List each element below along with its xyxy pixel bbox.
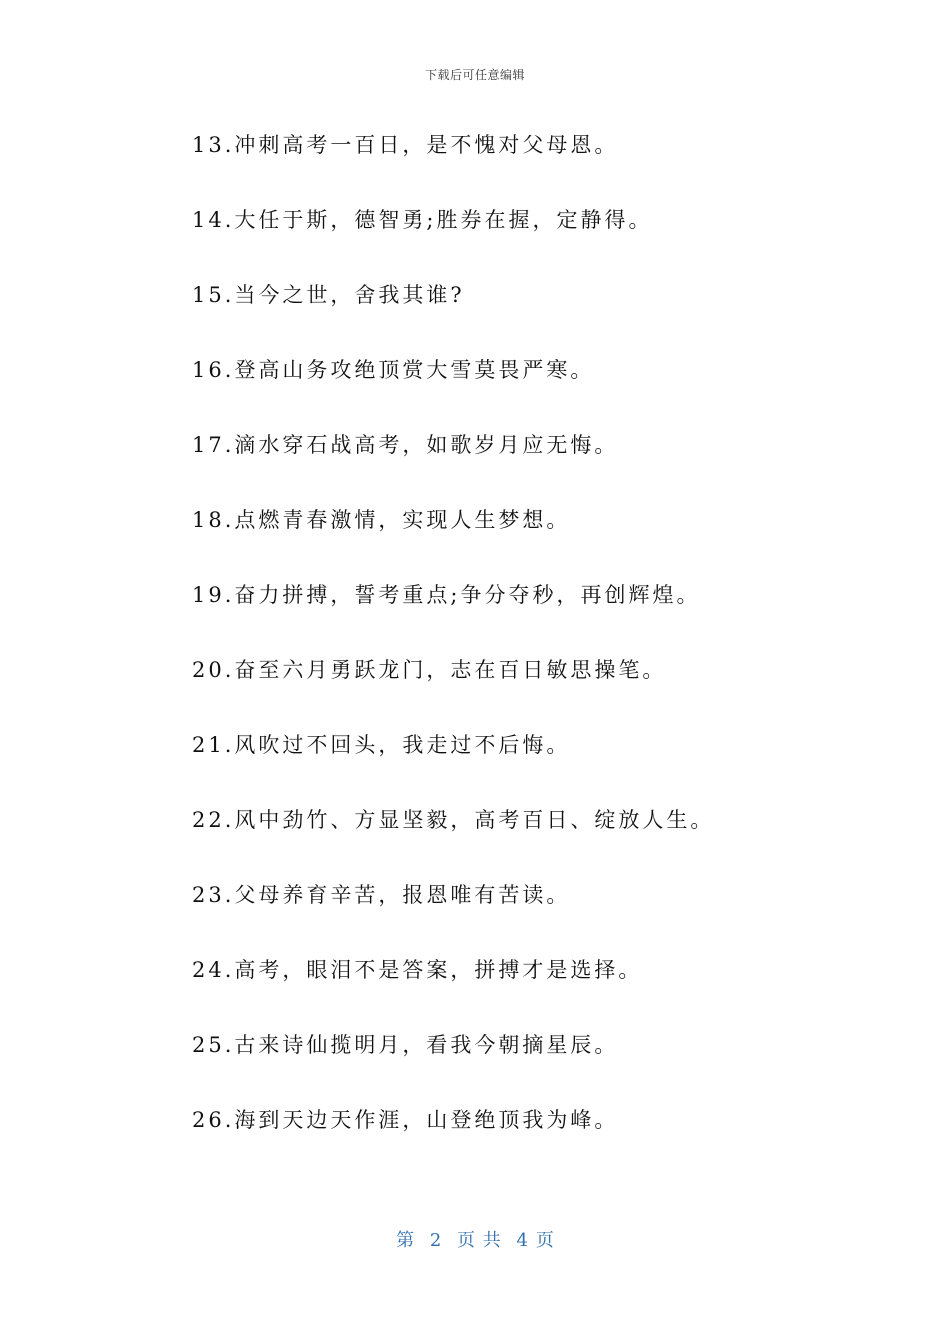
list-item: 22.风中劲竹、方显坚毅，高考百日、绽放人生。: [192, 808, 715, 832]
list-item: 17.滴水穿石战高考，如歌岁月应无悔。: [192, 433, 619, 457]
list-item: 25.古来诗仙揽明月，看我今朝摘星辰。: [192, 1033, 619, 1057]
list-item: 26.海到天边天作涯，山登绝顶我为峰。: [192, 1108, 619, 1132]
list-item: 21.风吹过不回头，我走过不后悔。: [192, 733, 571, 757]
list-item: 20.奋至六月勇跃龙门，志在百日敏思操笔。: [192, 658, 667, 682]
list-item: 14.大任于斯，德智勇;胜券在握，定静得。: [192, 208, 653, 232]
current-page-number: 2: [429, 1230, 442, 1251]
footer-prefix: 第: [396, 1230, 415, 1251]
list-item: 23.父母养育辛苦，报恩唯有苦读。: [192, 883, 571, 907]
content-list: [192, 128, 832, 1178]
footer-middle: 页 共: [457, 1230, 501, 1251]
list-item: 18.点燃青春激情，实现人生梦想。: [192, 508, 571, 532]
list-item: 24.高考，眼泪不是答案，拼搏才是选择。: [192, 958, 643, 982]
list-item: 15.当今之世，舍我其谁?: [192, 283, 465, 307]
total-pages-number: 4: [516, 1230, 528, 1251]
list-item: 16.登高山务攻绝顶赏大雪莫畏严寒。: [192, 358, 595, 382]
footer-suffix: 页: [535, 1230, 554, 1251]
list-item: 13.冲刺高考一百日，是不愧对父母恩。: [192, 133, 619, 157]
page-footer: [0, 1226, 950, 1252]
list-item: 19.奋力拼搏，誓考重点;争分夺秒，再创辉煌。: [192, 583, 701, 607]
header-note: 下载后可任意编辑: [424, 68, 525, 82]
